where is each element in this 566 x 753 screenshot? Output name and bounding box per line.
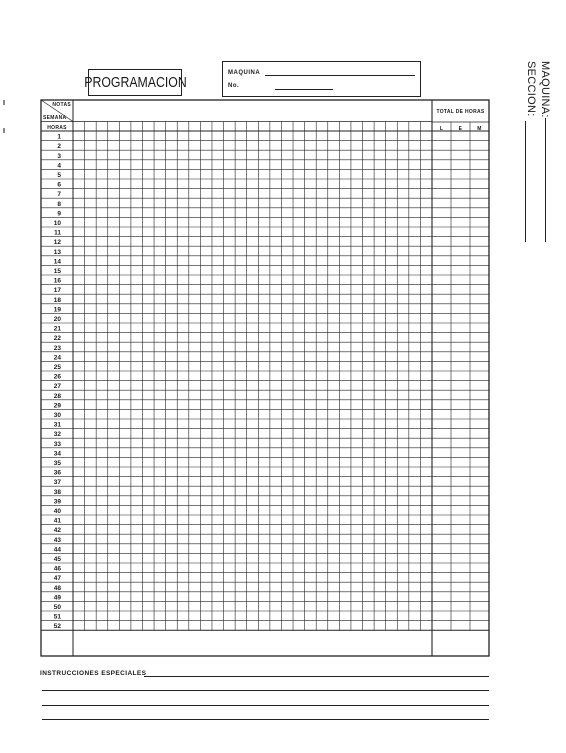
row-number-6: 6 bbox=[57, 181, 61, 189]
row-number-35: 35 bbox=[53, 460, 61, 467]
row-number-32: 32 bbox=[53, 431, 61, 439]
row-number-38: 38 bbox=[53, 488, 61, 496]
row-number-48: 48 bbox=[53, 584, 61, 592]
row-number-26: 26 bbox=[53, 373, 61, 381]
row-number-46: 46 bbox=[53, 565, 61, 573]
row-number-13: 13 bbox=[53, 248, 61, 256]
row-number-30: 30 bbox=[53, 412, 61, 419]
row-number-10: 10 bbox=[53, 220, 61, 227]
row-number-14: 14 bbox=[53, 258, 61, 266]
row-number-2: 2 bbox=[57, 143, 61, 151]
instructions-label: INSTRUCCIONES ESPECIALES bbox=[40, 670, 147, 677]
corner-notas-label: NOTAS bbox=[52, 102, 71, 108]
row-number-9: 9 bbox=[57, 210, 61, 218]
instructions-line-4[interactable] bbox=[42, 719, 489, 720]
row-number-50: 50 bbox=[53, 604, 61, 611]
row-number-1: 1 bbox=[57, 133, 61, 141]
row-number-8: 8 bbox=[57, 200, 61, 208]
row-number-44: 44 bbox=[53, 546, 61, 554]
corner-horas-label: HORAS bbox=[47, 125, 67, 131]
row-number-5: 5 bbox=[57, 172, 61, 179]
row-number-24: 24 bbox=[53, 354, 61, 362]
total-col-l: L bbox=[439, 126, 444, 132]
row-number-28: 28 bbox=[53, 392, 61, 400]
row-number-15: 15 bbox=[53, 268, 61, 275]
row-number-11: 11 bbox=[54, 229, 61, 237]
instructions-line-2[interactable] bbox=[42, 690, 489, 691]
row-number-43: 43 bbox=[53, 536, 61, 544]
maquina-label: MAQUINA bbox=[228, 70, 261, 76]
corner-semana-label: SEMANA bbox=[43, 115, 67, 121]
row-number-51: 51 bbox=[53, 613, 61, 621]
row-number-18: 18 bbox=[53, 296, 61, 304]
total-col-e: E bbox=[458, 126, 463, 132]
row-number-42: 42 bbox=[53, 527, 61, 535]
row-number-19: 19 bbox=[53, 306, 61, 314]
row-number-16: 16 bbox=[53, 277, 61, 285]
row-number-23: 23 bbox=[53, 344, 61, 352]
side-seccion-label: SECCION: bbox=[525, 61, 537, 117]
instructions-line-1[interactable] bbox=[144, 676, 489, 677]
row-number-4: 4 bbox=[57, 162, 61, 170]
side-maquina-label: MAQUINA: bbox=[539, 61, 551, 118]
row-number-39: 39 bbox=[53, 498, 61, 506]
row-number-17: 17 bbox=[53, 287, 61, 295]
row-number-37: 37 bbox=[53, 479, 61, 487]
row-number-40: 40 bbox=[53, 508, 61, 515]
row-number-3: 3 bbox=[57, 152, 61, 160]
row-number-21: 21 bbox=[53, 325, 61, 333]
row-number-7: 7 bbox=[57, 191, 61, 199]
row-number-31: 31 bbox=[53, 421, 61, 429]
row-number-27: 27 bbox=[53, 383, 61, 391]
row-number-36: 36 bbox=[53, 469, 61, 477]
row-number-20: 20 bbox=[53, 316, 61, 323]
row-number-25: 25 bbox=[53, 364, 61, 371]
instructions-line-3[interactable] bbox=[42, 705, 489, 706]
row-number-29: 29 bbox=[53, 402, 61, 410]
row-number-47: 47 bbox=[53, 575, 61, 583]
row-number-33: 33 bbox=[53, 440, 61, 448]
form-title-text: PROGRAMACION bbox=[83, 74, 187, 91]
row-number-34: 34 bbox=[53, 450, 61, 458]
no-label: No. bbox=[228, 83, 240, 89]
row-number-49: 49 bbox=[53, 594, 61, 602]
row-number-41: 41 bbox=[53, 517, 61, 525]
total-hours-header: TOTAL DE HORAS bbox=[436, 109, 485, 115]
row-number-12: 12 bbox=[53, 239, 61, 247]
total-col-m: M bbox=[477, 126, 482, 132]
row-number-22: 22 bbox=[53, 335, 61, 343]
row-number-45: 45 bbox=[53, 556, 61, 563]
row-number-52: 52 bbox=[53, 623, 61, 631]
